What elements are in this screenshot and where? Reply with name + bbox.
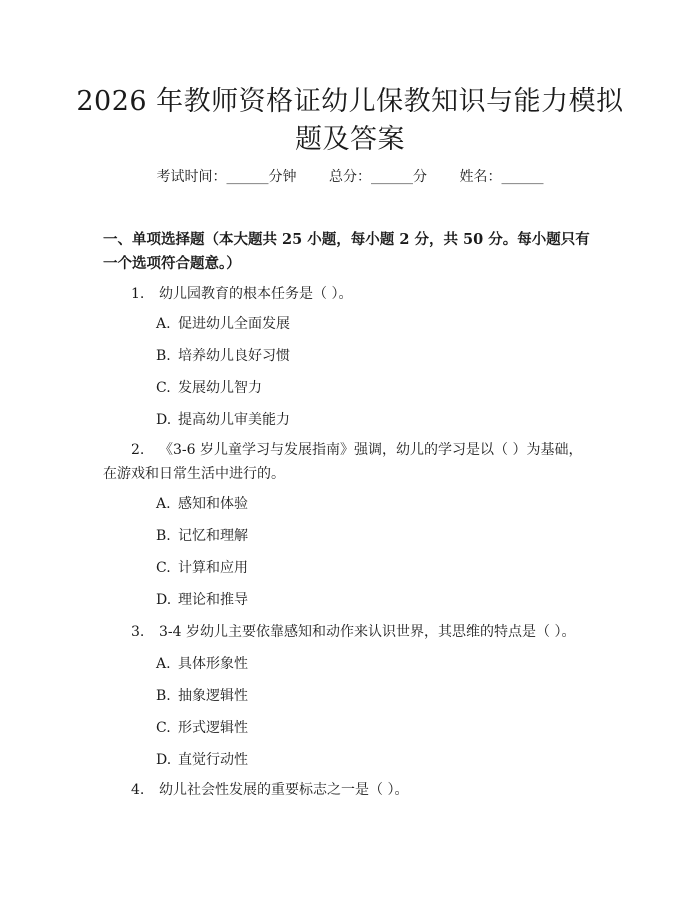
- option-letter: C.: [156, 720, 171, 736]
- option-3c: [156, 718, 248, 738]
- option-2a: [156, 494, 248, 514]
- option-text: 促进幼儿全面发展: [178, 316, 290, 332]
- question-number: 3.: [131, 624, 145, 640]
- question-4: [103, 778, 593, 802]
- exam-meta: [0, 167, 700, 187]
- question-number: 2.: [131, 442, 145, 458]
- option-text: 形式逻辑性: [178, 720, 248, 736]
- question-number: 4.: [131, 782, 145, 798]
- question-number: 1.: [131, 286, 145, 302]
- option-text: 计算和应用: [178, 560, 248, 576]
- option-letter: C.: [156, 560, 171, 576]
- option-text: 感知和体验: [178, 496, 248, 512]
- question-1: [103, 282, 593, 306]
- option-2d: [156, 590, 248, 610]
- option-3d: [156, 750, 248, 770]
- option-letter: A.: [156, 316, 171, 332]
- option-letter: A.: [156, 656, 171, 672]
- option-letter: D.: [156, 412, 172, 428]
- exam-name: 姓名：______: [459, 169, 544, 185]
- option-letter: D.: [156, 592, 172, 608]
- option-letter: D.: [156, 752, 172, 768]
- option-letter: B.: [156, 348, 171, 364]
- option-3b: [156, 686, 248, 706]
- option-letter: A.: [156, 496, 171, 512]
- option-1a: [156, 314, 290, 334]
- option-text: 记忆和理解: [178, 528, 248, 544]
- option-3a: [156, 654, 248, 674]
- exam-time: 考试时间：______分钟: [156, 169, 297, 185]
- option-text: 直觉行动性: [178, 752, 248, 768]
- option-text: 发展幼儿智力: [178, 380, 262, 396]
- option-text: 理论和推导: [178, 592, 248, 608]
- question-text: 幼儿园教育的根本任务是（ ）。: [159, 286, 353, 302]
- option-letter: C.: [156, 380, 171, 396]
- option-letter: B.: [156, 688, 171, 704]
- exam-score: 总分：______分: [329, 169, 427, 185]
- question-text: 3-4 岁幼儿主要依靠感知和动作来认识世界，其思维的特点是（ ）。: [159, 624, 576, 640]
- option-text: 培养幼儿良好习惯: [178, 348, 290, 364]
- question-2: [103, 438, 593, 486]
- section-heading: 一、单项选择题（本大题共 25 小题，每小题 2 分，共 50 分。每小题只有一个选项符合题意。）: [103, 231, 590, 272]
- question-text: 《3-6 岁儿童学习与发展指南》强调，幼儿的学习是以（ ）为基础，在游戏和日常生活中进行的。: [103, 442, 583, 482]
- option-2c: [156, 558, 248, 578]
- option-1c: [156, 378, 262, 398]
- document-title: [60, 83, 640, 159]
- option-2b: [156, 526, 248, 546]
- question-text: 幼儿社会性发展的重要标志之一是（ ）。: [159, 782, 409, 798]
- title-line-1: 2026 年教师资格证幼儿保教知识与能力模拟: [76, 86, 624, 117]
- question-3: [103, 620, 593, 644]
- option-text: 具体形象性: [178, 656, 248, 672]
- title-line-2: 题及答案: [295, 124, 405, 155]
- option-letter: B.: [156, 528, 171, 544]
- option-text: 抽象逻辑性: [178, 688, 248, 704]
- option-1b: [156, 346, 290, 366]
- option-1d: [156, 410, 290, 430]
- option-text: 提高幼儿审美能力: [178, 412, 290, 428]
